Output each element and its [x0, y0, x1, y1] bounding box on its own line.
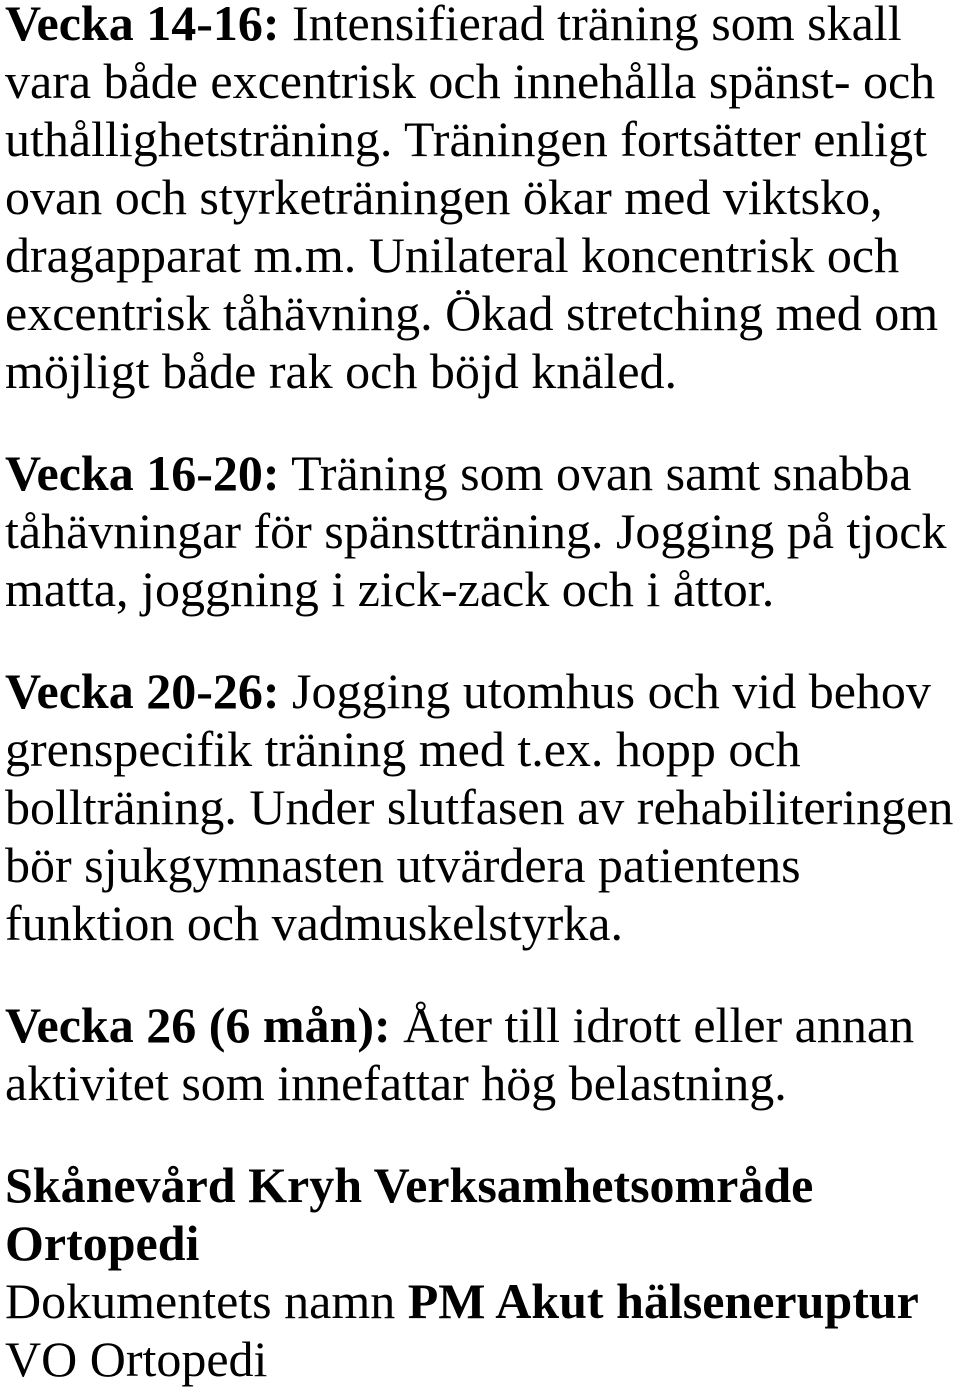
- line: möjligt både rak och böjd knäled.: [5, 343, 678, 399]
- line-text: Jogging utomhus och vid behov: [292, 663, 931, 719]
- week-label: Vecka 16-20:: [5, 445, 280, 501]
- line: vara både excentrisk och innehålla spänst- och: [5, 53, 936, 109]
- paragraph-week-26: [5, 996, 955, 1112]
- week-label: Vecka 26 (6 mån):: [5, 997, 391, 1053]
- line: [5, 0, 955, 52]
- line: funktion och vadmuskelstyrka.: [5, 895, 623, 951]
- line-text: Träning som ovan samt snabba: [291, 445, 912, 501]
- line: uthållighetsträning. Träningen fortsätter enligt: [5, 111, 928, 167]
- paragraph-week-16-20: [5, 444, 955, 618]
- document-footer: [5, 1156, 955, 1388]
- line: dragapparat m.m. Unilateral koncentrisk och: [5, 227, 900, 283]
- document-name-line: [5, 1272, 955, 1330]
- document-name-label: Dokumentets namn: [5, 1273, 396, 1329]
- week-label: Vecka 14-16:: [5, 0, 280, 51]
- paragraph-week-14-16: [5, 0, 955, 400]
- line: [5, 662, 955, 720]
- unit-name: VO Ortopedi: [5, 1331, 268, 1387]
- line: excentrisk tåhävning. Ökad stretching med om: [5, 285, 939, 341]
- organization-name: Skånevård Kryh Verksamhetsområde: [5, 1157, 814, 1213]
- line: matta, joggning i zick-zack och i åttor.: [5, 561, 775, 617]
- line: tåhävningar för spänstträning. Jogging på tjock: [5, 503, 947, 559]
- line: bollträning. Under slutfasen av rehabiliteringen: [5, 779, 954, 835]
- line: ovan och styrketräningen ökar med viktsko,: [5, 169, 883, 225]
- line-text: Intensifierad träning som skall: [292, 0, 902, 51]
- line: [5, 996, 955, 1054]
- line: bör sjukgymnasten utvärdera patientens: [5, 837, 801, 893]
- line-text: Åter till idrott eller annan: [403, 997, 915, 1053]
- line: [5, 444, 955, 502]
- line: grenspecifik träning med t.ex. hopp och: [5, 721, 801, 777]
- document-page: [5, 0, 955, 1388]
- line: aktivitet som innefattar hög belastning.: [5, 1055, 787, 1111]
- week-label: Vecka 20-26:: [5, 663, 280, 719]
- document-name: PM Akut hälseneruptur: [407, 1273, 919, 1329]
- paragraph-week-20-26: [5, 662, 955, 952]
- organization-department: Ortopedi: [5, 1215, 200, 1271]
